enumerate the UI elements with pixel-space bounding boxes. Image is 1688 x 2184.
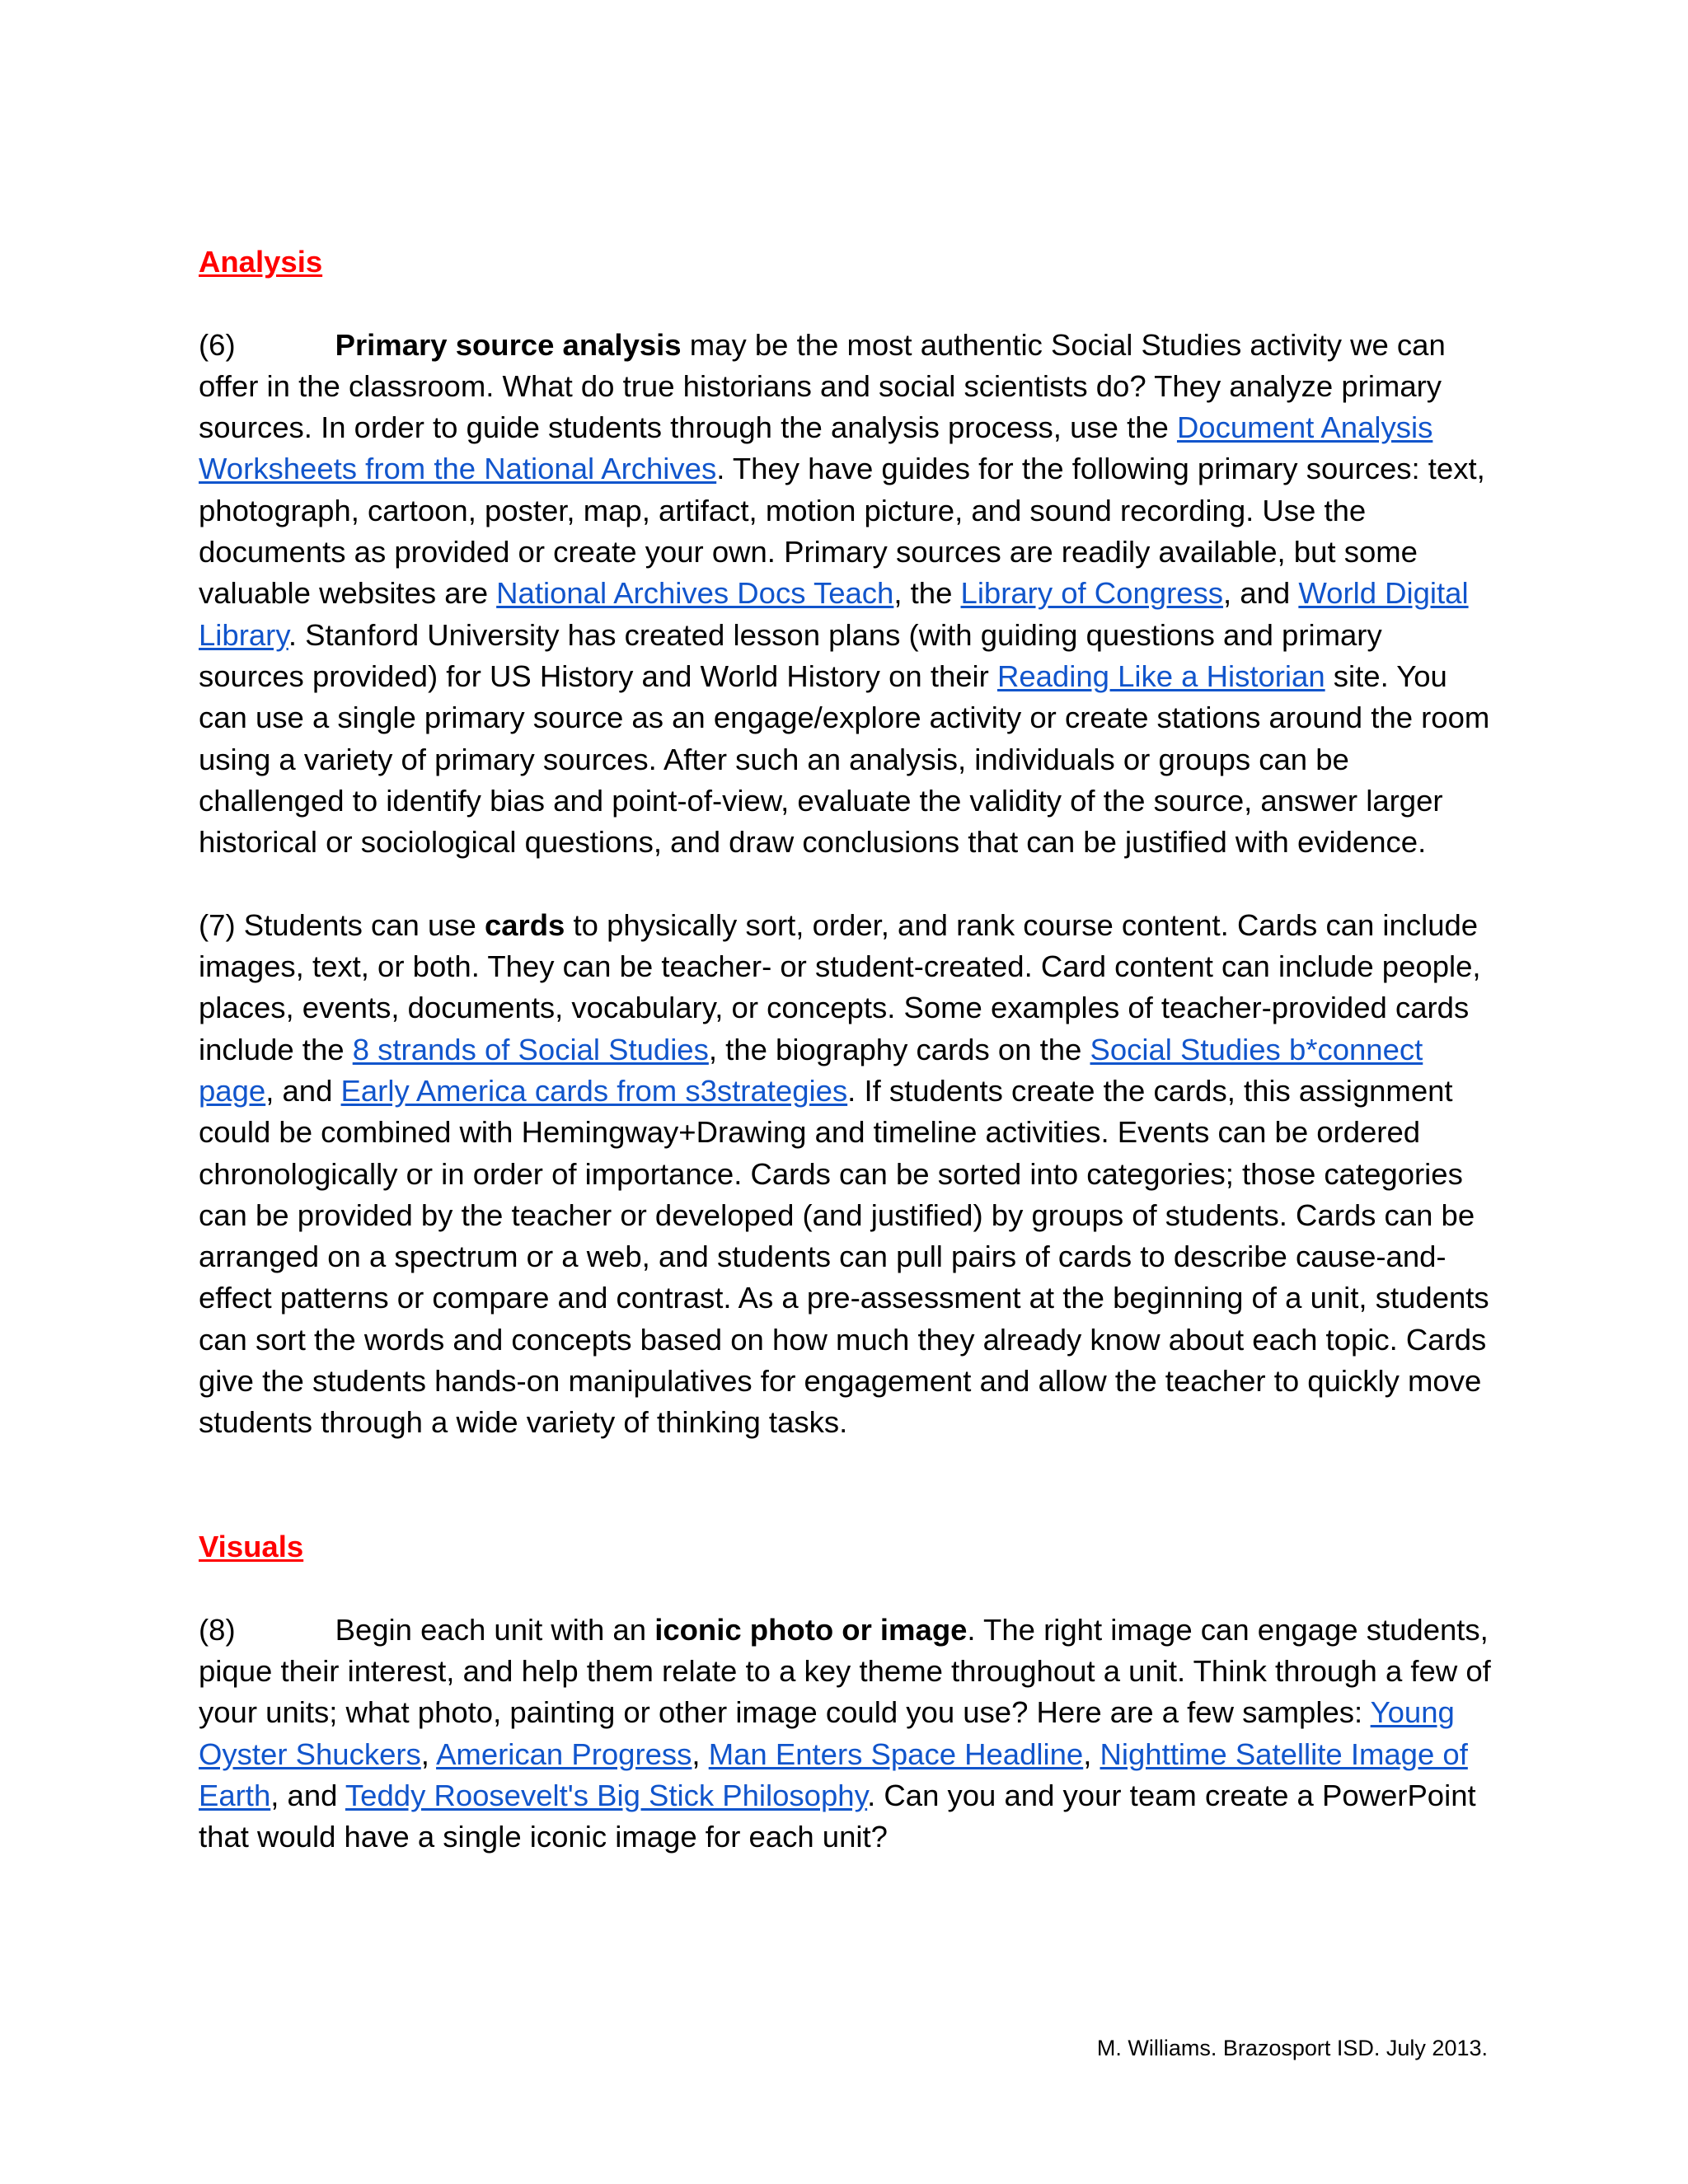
link-american-progress[interactable]: American Progress bbox=[436, 1736, 692, 1771]
paragraph-number: (8) bbox=[199, 1612, 236, 1647]
document-body bbox=[199, 241, 1493, 1858]
link-8-strands-of-social-studies[interactable]: 8 strands of Social Studies bbox=[352, 1032, 709, 1066]
link-reading-like-a-historian[interactable]: Reading Like a Historian bbox=[996, 658, 1325, 693]
paragraph-text: . They have guides for the following primary sources: text, photograph, cartoon, poster, map, artifact, motion picture, and sound recording. Use the documents as provided or create your own. Primary sources are readily available, but some valuable websites are bbox=[199, 452, 1485, 611]
separator: , bbox=[420, 1736, 437, 1771]
paragraph-text: (7) Students can use bbox=[199, 907, 485, 942]
paragraph-7 bbox=[199, 905, 1493, 1444]
paragraph-text: site. You can use a single primary source as an engage/explore activity or create stations around the room using a variety of primary sources. After such an analysis, individuals or groups can be challenged to identify bias and point-of-view, evaluate the validity of the source, answer larger historical or sociological questions, and draw conclusions that can be justified with evidence. bbox=[199, 658, 1490, 860]
spacer bbox=[199, 1444, 1493, 1527]
link-social-studies-bconnect-page[interactable]: Social Studies b*connect page bbox=[199, 1032, 1423, 1108]
spacer bbox=[199, 1568, 1493, 1610]
bold-term: Primary source analysis bbox=[335, 327, 682, 362]
paragraph-6 bbox=[199, 325, 1493, 864]
link-nighttime-satellite-image[interactable]: Nighttime Satellite Image of Earth bbox=[199, 1736, 1468, 1812]
paragraph-text: . If students create the cards, this assignment could be combined with Hemingway+Drawing and timeline activities. Events can be ordered chronologically or in order of importance. Cards can be sorted into categories; those categories can be provided by the teacher or developed (and justified) by groups of students. Cards can be arranged on a spectrum or a web, and students can pull pairs of cards to describe cause-and-effect patterns or compare and contrast. As a pre-assessment at the beginning of a unit, students can sort the words and concepts based on how much they already know about each topic. Cards give the students hands-on manipulatives for engagement and allow the teacher to quickly move students through a wide variety of thinking tasks. bbox=[199, 1073, 1489, 1440]
paragraph-text: to physically sort, order, and rank course content. Cards can include images, text, or both. They can be teacher- or student-created. Card content can include people, places, events, documents, vocabulary, or concepts. Some examples of teacher-provided cards include the bbox=[199, 907, 1481, 1066]
paragraph-text: may be the most authentic Social Studies activity we can offer in the classroom. What do true historians and social scientists do? They analyze primary sources. In order to guide students through the analysis process, use the bbox=[199, 327, 1446, 445]
paragraph-text: Begin each unit with an bbox=[335, 1612, 655, 1647]
heading-analysis: Analysis bbox=[199, 245, 323, 279]
spacer bbox=[199, 863, 1493, 904]
paragraph-text: . Can you and your team create a PowerPoint that would have a single iconic image for each unit? bbox=[199, 1778, 1476, 1854]
footer-credit: M. Williams. Brazosport ISD. July 2013. bbox=[1096, 2036, 1488, 2060]
paragraph-text: . Stanford University has created lesson plans (with guiding questions and primary sources provided) for US History and World History on their bbox=[199, 617, 1382, 693]
link-document-analysis-worksheets[interactable]: Document Analysis Worksheets from the National Archives bbox=[199, 410, 1433, 486]
link-world-digital-library[interactable]: World Digital Library bbox=[199, 576, 1469, 652]
link-teddy-roosevelt-big-stick[interactable]: Teddy Roosevelt's Big Stick Philosophy bbox=[345, 1778, 868, 1812]
bold-term: iconic photo or image bbox=[654, 1612, 968, 1647]
link-young-oyster-shuckers[interactable]: Young Oyster Shuckers bbox=[199, 1695, 1455, 1771]
separator: , bbox=[692, 1736, 709, 1771]
link-national-archives-docs-teach[interactable]: National Archives Docs Teach bbox=[496, 576, 894, 611]
paragraph-text: , and bbox=[1223, 576, 1299, 611]
paragraph-text: . The right image can engage students, pique their interest, and help them relate to a key theme throughout a unit. Think through a few of your units; what photo, painting or other image could you use? Here are a few samples: bbox=[199, 1612, 1491, 1730]
link-library-of-congress[interactable]: Library of Congress bbox=[960, 576, 1224, 611]
heading-visuals: Visuals bbox=[199, 1530, 304, 1564]
paragraph-text: , the biography cards on the bbox=[708, 1032, 1090, 1066]
paragraph-8 bbox=[199, 1610, 1493, 1858]
paragraph-text: , the bbox=[893, 576, 961, 611]
link-early-america-cards[interactable]: Early America cards from s3strategies bbox=[340, 1073, 848, 1108]
paragraph-number: (6) bbox=[199, 327, 236, 362]
paragraph-text: , and bbox=[265, 1073, 341, 1108]
spacer bbox=[199, 283, 1493, 324]
separator: , bbox=[1083, 1736, 1100, 1771]
bold-term: cards bbox=[484, 907, 565, 942]
separator: , and bbox=[270, 1778, 345, 1812]
link-man-enters-space-headline[interactable]: Man Enters Space Headline bbox=[708, 1736, 1084, 1771]
